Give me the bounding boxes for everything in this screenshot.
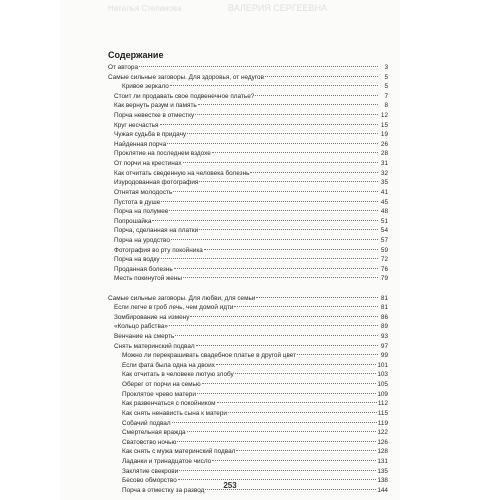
toc-entry-page: 112 bbox=[377, 400, 388, 408]
dot-leader bbox=[139, 66, 378, 67]
toc-entry-title: Отнятая молодость bbox=[114, 188, 173, 196]
toc-entry bbox=[108, 207, 388, 217]
toc-entry bbox=[108, 351, 388, 361]
toc-entry-title: Как вернуть разум и память bbox=[114, 102, 197, 110]
toc-entry-page: 81 bbox=[380, 304, 388, 312]
toc-entry-title: Попрошайка bbox=[114, 217, 152, 225]
toc-entry-page: 119 bbox=[377, 419, 388, 427]
toc-entry-page: 109 bbox=[377, 390, 388, 398]
toc-entry bbox=[108, 265, 388, 275]
toc-entry-title: Самые сильные заговоры. Для здоровья, от недугов bbox=[108, 73, 264, 81]
toc-entry-title: Бесово обморство bbox=[122, 477, 177, 485]
dot-leader bbox=[169, 210, 378, 211]
toc-entry bbox=[108, 274, 388, 284]
toc-entry-title: Проданная болезнь bbox=[114, 265, 173, 273]
toc-entry bbox=[108, 111, 388, 121]
toc-entry-page: 28 bbox=[380, 150, 388, 158]
dot-leader bbox=[202, 383, 377, 384]
dot-leader bbox=[256, 297, 378, 298]
dot-leader bbox=[170, 85, 378, 86]
ghost-side-text: Наталья Степанова bbox=[108, 4, 182, 13]
dot-leader bbox=[255, 95, 378, 96]
toc-entry-page: 59 bbox=[380, 246, 388, 254]
toc-entry-title: Порча на водку bbox=[114, 256, 160, 264]
toc-entry bbox=[108, 342, 388, 352]
toc-entry bbox=[108, 178, 388, 188]
toc-entry-title: Сватовство ночью bbox=[122, 438, 177, 446]
toc-entry bbox=[108, 130, 388, 140]
toc-entry bbox=[108, 457, 388, 467]
toc-entry-page: 131 bbox=[377, 457, 388, 465]
toc-entry-title: Снять материнский подвал bbox=[114, 342, 195, 350]
dot-leader bbox=[199, 181, 378, 182]
dot-leader bbox=[217, 402, 377, 403]
dot-leader bbox=[297, 354, 378, 355]
toc-entry bbox=[108, 303, 388, 313]
toc-entry bbox=[108, 361, 388, 371]
toc-entry-title: Если легче в гроб лечь, чем домой идти bbox=[114, 304, 234, 312]
toc-entry-title: Месть покинутой жены bbox=[114, 275, 182, 283]
toc-entry-title: Собачий подвал bbox=[122, 419, 171, 427]
toc-entry-title: Ладанки и тринадцатое число bbox=[122, 457, 212, 465]
toc-entry bbox=[108, 217, 388, 227]
toc-entry-title: Проклятое чрево матери bbox=[122, 390, 196, 398]
dot-leader bbox=[190, 316, 378, 317]
toc-entry-page: 3 bbox=[384, 64, 388, 71]
toc-entry-title: Найденная порча bbox=[114, 140, 167, 148]
toc-entry-title: Стоит ли продавать свое подвенечное платье? bbox=[114, 92, 255, 100]
toc-entry bbox=[108, 82, 388, 92]
dot-leader bbox=[169, 325, 378, 326]
toc-entry-page: 45 bbox=[380, 198, 388, 206]
toc-entry bbox=[108, 370, 388, 380]
toc-entry-title: Зомбирование на измену bbox=[114, 313, 190, 321]
toc-entry-page: 8 bbox=[384, 102, 388, 110]
toc-entry bbox=[108, 409, 388, 419]
toc-entry-page: 79 bbox=[380, 275, 388, 283]
toc-entry-title: Оберег от порчи на семью bbox=[122, 381, 201, 389]
dot-leader bbox=[160, 124, 378, 125]
toc-entry-page: 57 bbox=[380, 236, 388, 244]
dot-leader bbox=[212, 460, 376, 461]
toc-entry bbox=[108, 246, 388, 256]
dot-leader bbox=[216, 364, 376, 365]
dot-leader bbox=[204, 249, 378, 250]
toc-entry-title: Как отчитать сведенную на человека болезнь bbox=[114, 169, 250, 177]
toc-entry-page: 101 bbox=[377, 361, 388, 369]
toc-entry bbox=[108, 149, 388, 159]
toc-entry-page: 81 bbox=[380, 294, 388, 302]
dot-leader bbox=[195, 114, 378, 115]
page-number: 253 bbox=[223, 481, 237, 490]
toc-entry bbox=[108, 92, 388, 102]
toc-entry bbox=[108, 419, 388, 429]
dot-leader bbox=[198, 104, 378, 105]
dot-leader bbox=[187, 133, 378, 134]
toc-entry-page: 105 bbox=[377, 381, 388, 389]
toc-entry-page: 41 bbox=[380, 188, 388, 196]
toc-entry-page: 99 bbox=[380, 352, 388, 360]
toc-entry-page: 89 bbox=[380, 323, 388, 331]
toc-entry-page: 5 bbox=[384, 83, 388, 91]
toc-entry-page: 26 bbox=[380, 140, 388, 148]
dot-leader bbox=[152, 220, 378, 221]
dot-leader bbox=[199, 229, 378, 230]
toc-entry-page: 51 bbox=[380, 217, 388, 225]
toc-entry bbox=[108, 399, 388, 409]
dot-leader bbox=[197, 393, 376, 394]
toc-entry-page: 76 bbox=[380, 265, 388, 273]
toc-entry-title: От автора bbox=[108, 64, 138, 71]
toc-entry bbox=[108, 121, 388, 131]
toc-entry-title: Порча на полумее bbox=[114, 208, 169, 216]
book-page bbox=[60, 0, 400, 500]
dot-leader bbox=[236, 450, 376, 451]
toc-entry-title: Порча, сделанная на платки bbox=[114, 227, 199, 235]
toc-entry-title: Как развенчаться с покойником bbox=[122, 400, 216, 408]
toc-entry-page: 135 bbox=[377, 467, 388, 475]
toc-entry bbox=[108, 313, 388, 323]
toc-entry-title: Изуродованная фотография bbox=[114, 179, 199, 187]
toc-entry-title: Можно ли перекрашивать свадебное платье в другой цвет bbox=[122, 352, 297, 360]
toc-entry bbox=[108, 255, 388, 265]
dot-leader bbox=[167, 143, 378, 144]
dot-leader bbox=[196, 345, 378, 346]
toc-entry bbox=[108, 294, 388, 304]
toc-entry bbox=[108, 332, 388, 342]
toc-entry bbox=[108, 467, 388, 477]
dot-leader bbox=[174, 268, 378, 269]
toc-entry bbox=[108, 428, 388, 438]
toc-entry-page: 86 bbox=[380, 313, 388, 321]
toc-entry-title: Кривое зеркало bbox=[122, 83, 169, 91]
toc-entry-page: 19 bbox=[380, 131, 388, 139]
dot-leader bbox=[250, 172, 378, 173]
toc-entry-title: Пустота в душе bbox=[114, 198, 161, 206]
toc-entry-page: 72 bbox=[380, 256, 388, 264]
toc-entry bbox=[108, 188, 388, 198]
dot-leader bbox=[212, 152, 378, 153]
dot-leader bbox=[183, 277, 378, 278]
toc-entry-page: 54 bbox=[380, 227, 388, 235]
toc-entry bbox=[108, 73, 388, 83]
toc-entry-page: 12 bbox=[380, 112, 388, 120]
toc-entry-title: Венчание на смерть bbox=[114, 333, 175, 341]
toc-entry-title: От порчи на крестинах bbox=[114, 160, 182, 168]
toc-entry bbox=[108, 447, 388, 457]
dot-leader bbox=[177, 441, 376, 442]
toc-entry-title: Проклятие на последнем вздохе bbox=[114, 150, 211, 158]
toc-entry-title: Фотография во рту покойника bbox=[114, 246, 203, 254]
toc-entry-title: Самые сильные заговоры. Для любви, для семьи bbox=[108, 294, 256, 302]
toc-entry-title: Заклятие свекрови bbox=[122, 467, 179, 475]
toc-entry-page: 35 bbox=[380, 179, 388, 187]
toc-entry bbox=[108, 169, 388, 179]
toc-entry-title: Как снять с мужа материнский подвал bbox=[122, 448, 236, 456]
toc-entry-page: 138 bbox=[377, 477, 388, 485]
toc-entry-page: 5 bbox=[384, 73, 388, 81]
toc-entry-page: 126 bbox=[377, 438, 388, 446]
toc-entry-title: Смертельная вражда bbox=[122, 429, 186, 437]
toc-entry-page: 122 bbox=[377, 429, 388, 437]
toc-entry-title: Чужая судьба в придачу bbox=[114, 131, 187, 139]
dot-leader bbox=[179, 470, 376, 471]
toc-entry bbox=[108, 63, 388, 73]
toc-entry-title: Порча в отместку за развод bbox=[122, 486, 205, 494]
table-of-contents bbox=[108, 63, 388, 495]
toc-entry bbox=[108, 140, 388, 150]
toc-entry-page: 7 bbox=[384, 92, 388, 100]
toc-entry bbox=[108, 226, 388, 236]
toc-entry bbox=[108, 236, 388, 246]
dot-leader bbox=[172, 422, 377, 423]
toc-entry-title: Если фата была одна на двоих bbox=[122, 361, 215, 369]
toc-entry bbox=[108, 101, 388, 111]
dot-leader bbox=[235, 373, 377, 374]
toc-entry bbox=[108, 438, 388, 448]
toc-entry-page: 103 bbox=[377, 371, 388, 379]
toc-entry-page: 32 bbox=[380, 169, 388, 177]
toc-entry-page: 15 bbox=[380, 121, 388, 129]
dot-leader bbox=[234, 306, 378, 307]
toc-entry-title: Круг несчастья bbox=[114, 121, 159, 129]
toc-entry-title: «Кольцо рабства» bbox=[114, 323, 168, 331]
dot-leader bbox=[161, 258, 378, 259]
dot-leader bbox=[183, 162, 378, 163]
dot-leader bbox=[173, 191, 378, 192]
toc-entry-page: 48 bbox=[380, 208, 388, 216]
toc-entry bbox=[108, 198, 388, 208]
toc-entry bbox=[108, 390, 388, 400]
toc-entry-page: 93 bbox=[380, 333, 388, 341]
toc-entry-page: 115 bbox=[377, 409, 388, 417]
dot-leader bbox=[228, 412, 377, 413]
toc-entry-title: Как отчитать в человеке лютую злобу bbox=[122, 371, 234, 379]
toc-entry-page: 144 bbox=[377, 486, 388, 494]
toc-entry-page: 31 bbox=[380, 160, 388, 168]
dot-leader bbox=[171, 239, 378, 240]
toc-entry-page: 97 bbox=[380, 342, 388, 350]
dot-leader bbox=[161, 201, 378, 202]
contents-heading: Содержание bbox=[108, 50, 164, 60]
toc-entry-title: Порча на уродство bbox=[114, 236, 170, 244]
ghost-title-text: ВАЛЕРИЯ СЕРГЕЕВНА bbox=[228, 3, 328, 13]
toc-entry bbox=[108, 159, 388, 169]
toc-entry bbox=[108, 322, 388, 332]
toc-entry-title: Порча невестке в отместку bbox=[114, 112, 195, 120]
dot-leader bbox=[187, 431, 377, 432]
toc-entry bbox=[108, 380, 388, 390]
dot-leader bbox=[175, 335, 378, 336]
dot-leader bbox=[265, 76, 378, 77]
toc-entry-title: Как снять ненависть сына к матери bbox=[122, 409, 227, 417]
toc-entry-page: 128 bbox=[377, 448, 388, 456]
